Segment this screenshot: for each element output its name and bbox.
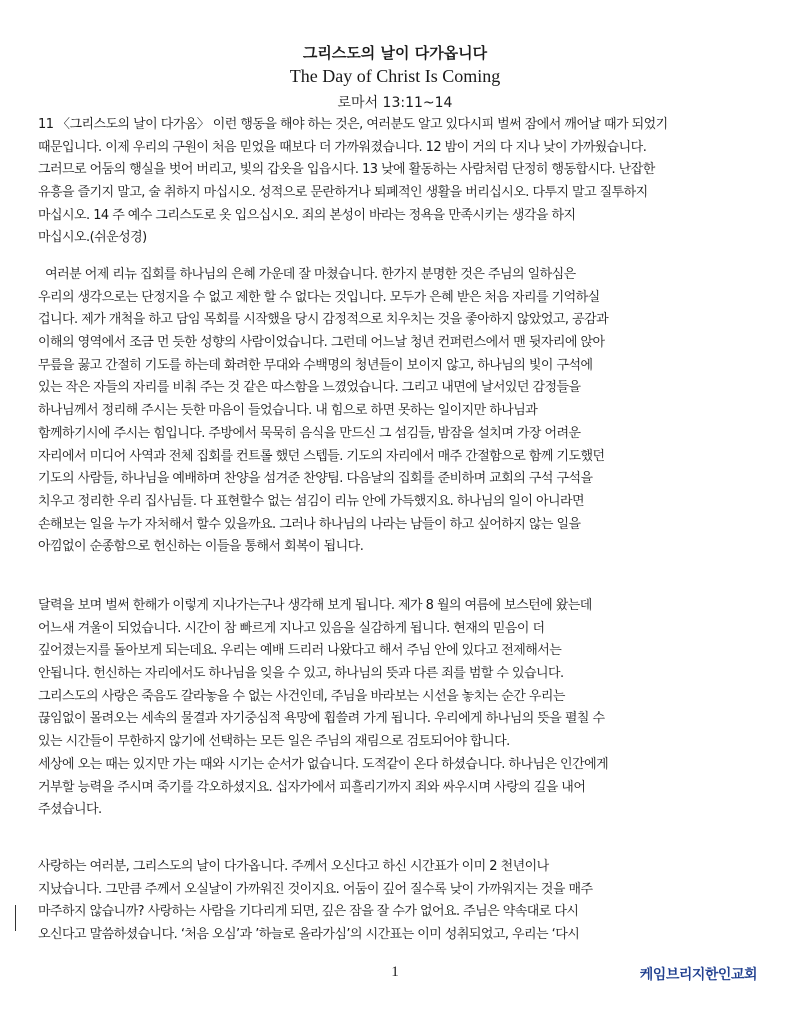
body-paragraph-2 [38,595,758,822]
paragraph-line: 지났습니다. 그만큼 주께서 오실날이 가까워진 것이지요. 어둠이 깊어 질수록 낮이 가까워지는 것을 매주 [38,881,593,897]
scripture-line: 마십시오.(쉬운성경) [38,230,147,246]
paragraph-line: 안됩니다. 헌신하는 자리에서도 하나님을 잊을 수 있고, 하나님의 뜻과 다른 죄를 범할 수 있습니다. [38,666,564,682]
body-paragraph-3 [38,856,758,947]
scripture-reference: 로마서 13:11~14 [337,95,453,111]
paragraph-line: 하나님께서 정리해 주시는 듯한 마음이 들었습니다. 내 힘으로 하면 못하는 일이지만 하나님과 [38,403,538,419]
paragraph-line: 아낌없이 순종함으로 헌신하는 이들을 통해서 회복이 됩니다. [38,539,364,555]
paragraph-line: 거부할 능력을 주시며 죽기를 각오하셨지요. 십자가에서 피흘리기까지 죄와 싸우시며 사랑의 길을 내어 [38,779,586,795]
paragraph-line: 있는 작은 자들의 자리를 비춰 주는 것 같은 따스함을 느꼈었습니다. 그리고 내면에 날서있던 감정들을 [38,380,581,396]
sermon-title: 그리스도의 날이 다가옵니다 [302,44,488,62]
scripture-line: 마십시오. 14 주 예수 그리스도로 옷 입으십시오. 죄의 본성이 바라는 정욕을 만족시키는 생각을 하지 [38,207,576,223]
scripture-line: 때문입니다. 이제 우리의 구원이 처음 믿었을 때보다 더 가까워졌습니다. 12 밤이 거의 다 지나 낮이 가까웠습니다. [38,139,647,155]
paragraph-line: 손해보는 일을 누가 자처해서 할수 있을까요. 그러나 하나님의 나라는 남들이 하고 싶어하지 않는 일을 [38,516,581,532]
paragraph-line: 달력을 보며 벌써 한해가 이렇게 지나가는구나 생각해 보게 됩니다. 제가 8 월의 여름에 보스턴에 왔는데 [38,598,592,613]
paragraph-line: 주셨습니다. [38,802,102,818]
paragraph-line: 치우고 정리한 우리 집사님들. 다 표현할수 없는 섬김이 리뉴 안에 가득했지요. 하나님의 일이 아니라면 [38,493,585,509]
paragraph-line: 그리스도의 사랑은 죽음도 갈라놓을 수 없는 사건인데, 주님을 바라보는 시선을 놓치는 순간 우리는 [38,688,565,704]
paragraph-line: 겁니다. 제가 개척을 하고 담임 목회를 시작했을 당시 감정적으로 치우치는 것을 좋아하지 않았었고, 공감과 [38,312,609,328]
scripture-line: 11 〈그리스도의 날이 다가옴〉 이런 행동을 해야 하는 것은, 여러분도 알고 있다시피 벌써 잠에서 깨어날 때가 되었기 [38,117,668,132]
paragraph-line: 세상에 오는 때는 있지만 가는 때와 시기는 순서가 없습니다. 도적같이 온다 하셨습니다. 하나님은 인간에게 [38,756,609,772]
paragraph-line: 무릎을 꿇고 간절히 기도를 하는데 화려한 무대와 수백명의 청년들이 보이지 않고, 하나님의 빛이 구석에 [38,357,593,373]
paragraph-line: 여러분 어제 리뉴 집회를 하나님의 은혜 가운데 잘 마쳤습니다. 한가지 분명한 것은 주님의 일하심은 [38,267,576,282]
paragraph-line: 함께하기시에 주시는 힘입니다. 주방에서 묵묵히 음식을 만드신 그 섬김들, 밤잠을 설치며 가장 어려운 [38,425,581,441]
scripture-line: 그러므로 어둠의 행실을 벗어 버리고, 빛의 갑옷을 입읍시다. 13 낮에 활동하는 사람처럼 단정히 행동합시다. 난잡한 [38,162,655,178]
sermon-subtitle-english: The Day of Christ Is Coming [289,66,501,86]
paragraph-line: 사랑하는 여러분, 그리스도의 날이 다가옵니다. 주께서 오신다고 하신 시간표가 이미 2 천년이나 [38,859,549,874]
paragraph-line: 우리의 생각으로는 단정지을 수 없고 제한 할 수 없다는 것입니다. 모두가 은혜 받은 처음 자리를 기억하실 [38,289,600,305]
scripture-passage [38,114,758,250]
paragraph-line: 깊어졌는지를 돌아보게 되는데요. 우리는 예배 드리러 나왔다고 해서 주님 안에 있다고 전제해서는 [38,643,562,659]
paragraph-line: 자리에서 미디어 사역과 전체 집회를 컨트롤 했던 스텝들. 기도의 자리에서 매주 간절함으로 함께 기도했던 [38,448,605,464]
page-number: 1 [391,964,399,980]
body-paragraph-1 [38,264,758,559]
paragraph-line: 있는 시간들이 무한하지 않기에 선택하는 모든 일은 주님의 재림으로 검토되어야 합니다. [38,734,510,750]
scripture-line: 유흥을 즐기지 말고, 술 취하지 마십시오. 성적으로 문란하거나 퇴폐적인 생활을 버리십시오. 다투지 말고 질투하지 [38,185,648,201]
paragraph-line: 이해의 영역에서 조금 먼 듯한 성향의 사람이었습니다. 그런데 어느날 청년 컨퍼런스에서 맨 뒷자리에 앉아 [38,335,605,351]
paragraph-line: 마주하지 않습니까? 사랑하는 사람을 기다리게 되면, 깊은 잠을 잘 수가 없어요. 주님은 약속대로 다시 [38,904,579,920]
church-name: 케임브리지한인교회 [639,967,757,983]
paragraph-line: 끊임없이 몰려오는 세속의 물결과 자기중심적 욕망에 휩쓸려 가게 됩니다. 우리에게 하나님의 뜻을 펼칠 수 [38,711,605,727]
paragraph-line: 기도의 사람들, 하나님을 예배하며 찬양을 섬겨준 찬양팀. 다음날의 집회를 준비하며 교회의 구석 구석을 [38,471,593,487]
paragraph-line: 오신다고 말씀하셨습니다. ‘처음 오심’과 ’하늘로 올라가심’의 시간표는 이미 성취되었고, 우리는 ‘다시 [38,927,580,943]
paragraph-line: 어느새 겨울이 되었습니다. 시간이 참 빠르게 지나고 있음을 실감하게 됩니다. 현재의 믿음이 더 [38,620,545,636]
change-marker-bar [15,905,16,931]
